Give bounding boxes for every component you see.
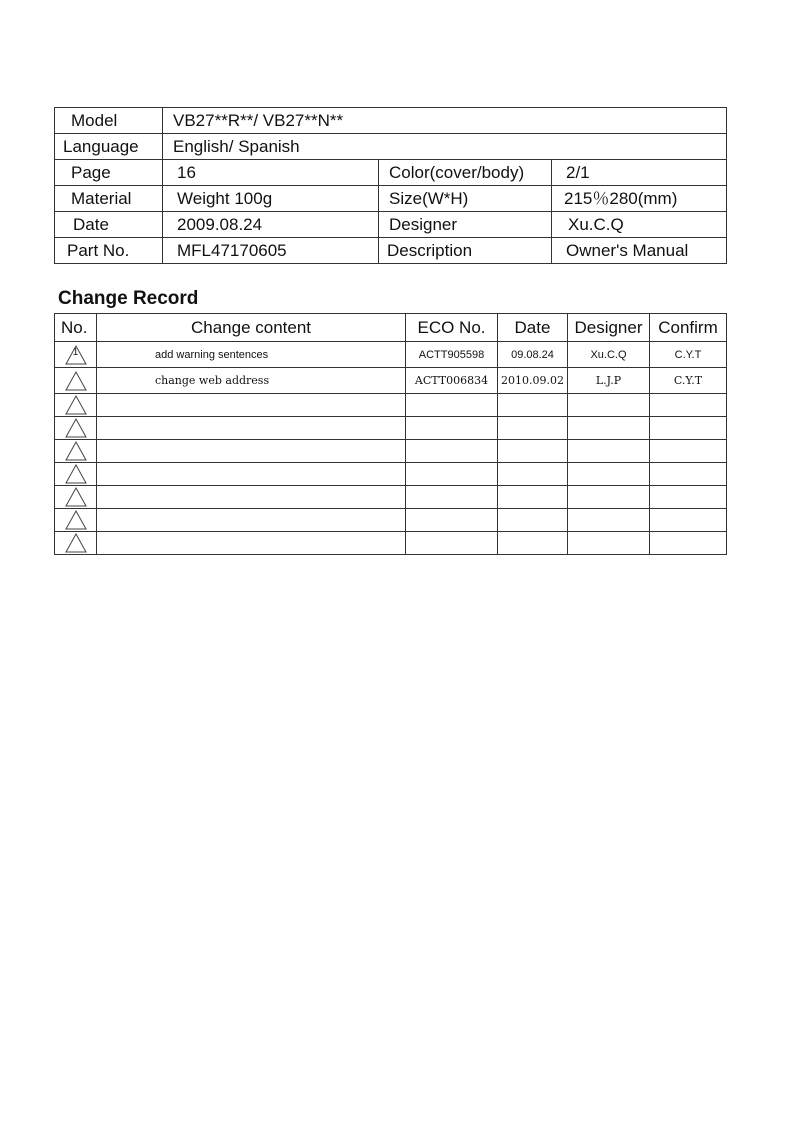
confirm-cell bbox=[650, 394, 727, 417]
change-record-header bbox=[55, 314, 727, 342]
confirm-cell bbox=[650, 417, 727, 440]
designer-cell bbox=[568, 394, 650, 417]
size-value: 215％280(mm) bbox=[552, 186, 727, 212]
material-value: Weight 100g bbox=[163, 186, 379, 212]
date-label: Date bbox=[55, 212, 163, 238]
change-content-cell bbox=[97, 440, 406, 463]
info-row-language bbox=[55, 134, 727, 160]
description-label: Description bbox=[379, 238, 552, 264]
designer-cell: Xu.C.Q bbox=[568, 342, 650, 368]
table-row bbox=[55, 368, 727, 394]
designer-cell bbox=[568, 532, 650, 555]
part-label: Part No. bbox=[55, 238, 163, 264]
info-row-model bbox=[55, 108, 727, 134]
date-cell bbox=[498, 440, 568, 463]
eco-no-cell bbox=[406, 486, 498, 509]
revision-marker bbox=[55, 342, 97, 368]
table-row bbox=[55, 417, 727, 440]
revision-triangle-icon bbox=[65, 510, 87, 530]
confirm-cell bbox=[650, 509, 727, 532]
eco-no-cell: ACTT905598 bbox=[406, 342, 498, 368]
material-label: Material bbox=[55, 186, 163, 212]
header-date: Date bbox=[498, 314, 568, 342]
eco-no-cell: ACTT006834 bbox=[406, 368, 498, 394]
designer-cell: L.J.P bbox=[568, 368, 650, 394]
change-content-cell bbox=[97, 394, 406, 417]
header-change-content: Change content bbox=[97, 314, 406, 342]
confirm-cell bbox=[650, 486, 727, 509]
info-row-part bbox=[55, 238, 727, 264]
designer-cell bbox=[568, 509, 650, 532]
change-record-title: Change Record bbox=[58, 288, 199, 309]
change-content-cell bbox=[97, 463, 406, 486]
designer-cell bbox=[568, 417, 650, 440]
date-cell: 2010.09.02 bbox=[498, 368, 568, 394]
revision-marker bbox=[55, 394, 97, 417]
date-cell bbox=[498, 394, 568, 417]
header-eco-no: ECO No. bbox=[406, 314, 498, 342]
revision-triangle-icon bbox=[65, 418, 87, 438]
size-label: Size(W*H) bbox=[379, 186, 552, 212]
revision-marker bbox=[55, 486, 97, 509]
color-label: Color(cover/body) bbox=[379, 160, 552, 186]
designer-cell bbox=[568, 486, 650, 509]
change-content-cell bbox=[97, 532, 406, 555]
revision-triangle-icon bbox=[65, 464, 87, 484]
header-no: No. bbox=[55, 314, 97, 342]
info-row-date bbox=[55, 212, 727, 238]
revision-marker bbox=[55, 463, 97, 486]
revision-marker bbox=[55, 440, 97, 463]
change-content-cell: add warning sentences bbox=[97, 342, 406, 368]
table-row bbox=[55, 440, 727, 463]
table-row bbox=[55, 394, 727, 417]
header-confirm: Confirm bbox=[650, 314, 727, 342]
date-cell bbox=[498, 463, 568, 486]
page-value: 16 bbox=[163, 160, 379, 186]
table-row bbox=[55, 509, 727, 532]
designer-cell bbox=[568, 463, 650, 486]
model-value: VB27**R**/ VB27**N** bbox=[163, 108, 727, 134]
date-value: 2009.08.24 bbox=[163, 212, 379, 238]
revision-number: 1 bbox=[72, 347, 79, 358]
table-row bbox=[55, 463, 727, 486]
revision-triangle-icon bbox=[65, 533, 87, 553]
revision-marker bbox=[55, 532, 97, 555]
page-label: Page bbox=[55, 160, 163, 186]
revision-triangle-icon bbox=[65, 487, 87, 507]
part-value: MFL47170605 bbox=[163, 238, 379, 264]
color-value: 2/1 bbox=[552, 160, 727, 186]
revision-marker bbox=[55, 417, 97, 440]
confirm-cell: C.Y.T bbox=[650, 368, 727, 394]
eco-no-cell bbox=[406, 394, 498, 417]
change-content-cell bbox=[97, 486, 406, 509]
description-value: Owner's Manual bbox=[552, 238, 727, 264]
eco-no-cell bbox=[406, 417, 498, 440]
model-label: Model bbox=[55, 108, 163, 134]
document-info-table bbox=[54, 107, 727, 264]
designer-value: Xu.C.Q bbox=[552, 212, 727, 238]
eco-no-cell bbox=[406, 440, 498, 463]
date-cell bbox=[498, 417, 568, 440]
change-content-cell bbox=[97, 417, 406, 440]
table-row bbox=[55, 342, 727, 368]
revision-marker bbox=[55, 368, 97, 394]
revision-triangle-icon bbox=[65, 441, 87, 461]
designer-label: Designer bbox=[379, 212, 552, 238]
eco-no-cell bbox=[406, 509, 498, 532]
eco-no-cell bbox=[406, 463, 498, 486]
confirm-cell: C.Y.T bbox=[650, 342, 727, 368]
info-row-page bbox=[55, 160, 727, 186]
change-record-table bbox=[54, 313, 727, 555]
revision-triangle-icon bbox=[65, 395, 87, 415]
language-label: Language bbox=[55, 134, 163, 160]
change-content-cell: change web address bbox=[97, 368, 406, 394]
confirm-cell bbox=[650, 463, 727, 486]
language-value: English/ Spanish bbox=[163, 134, 727, 160]
date-cell bbox=[498, 486, 568, 509]
eco-no-cell bbox=[406, 532, 498, 555]
date-cell bbox=[498, 532, 568, 555]
revision-marker bbox=[55, 509, 97, 532]
table-row bbox=[55, 486, 727, 509]
table-row bbox=[55, 532, 727, 555]
info-row-material bbox=[55, 186, 727, 212]
date-cell: 09.08.24 bbox=[498, 342, 568, 368]
designer-cell bbox=[568, 440, 650, 463]
change-content-cell bbox=[97, 509, 406, 532]
date-cell bbox=[498, 509, 568, 532]
header-designer: Designer bbox=[568, 314, 650, 342]
confirm-cell bbox=[650, 532, 727, 555]
revision-triangle-icon bbox=[65, 371, 87, 391]
confirm-cell bbox=[650, 440, 727, 463]
